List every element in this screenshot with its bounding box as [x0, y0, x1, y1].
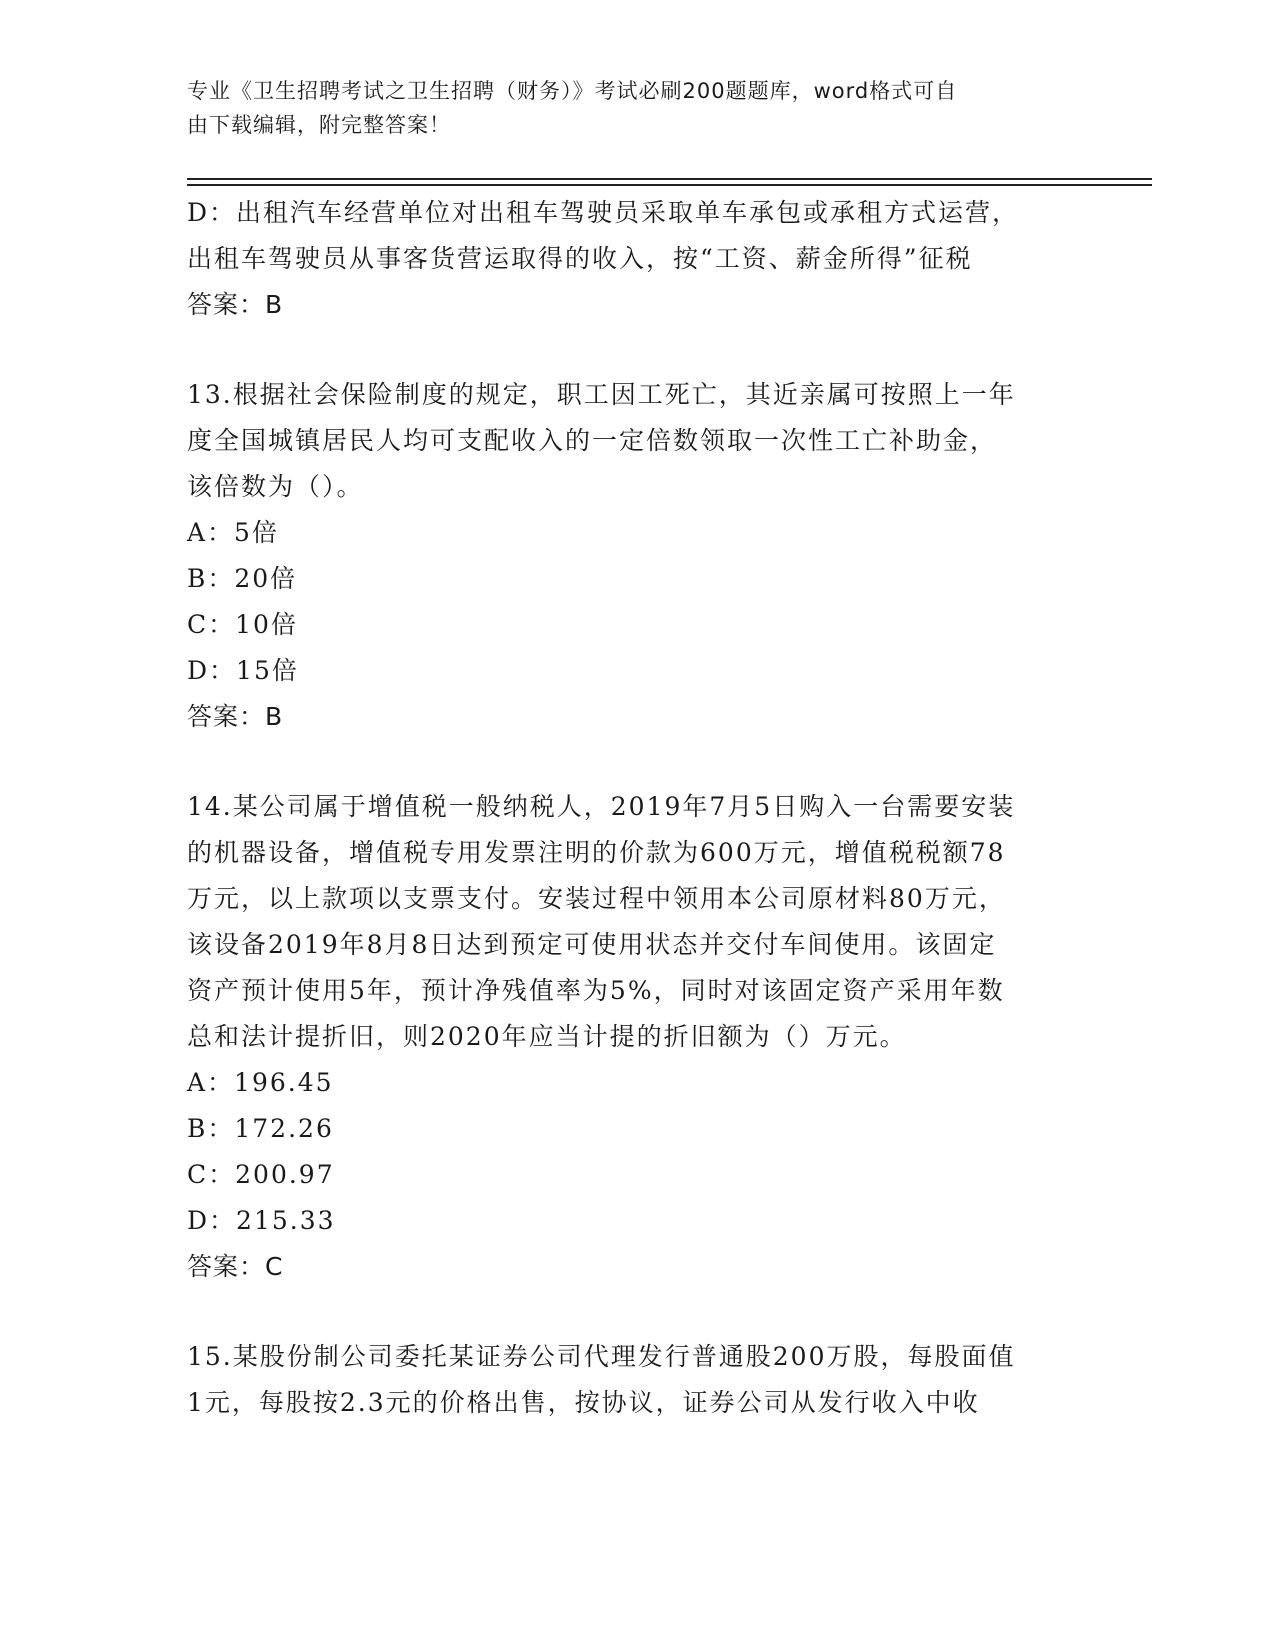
q14-option-d: D：215.33 — [187, 1206, 336, 1235]
document-body — [187, 190, 1087, 1426]
q13-answer: 答案：B — [187, 702, 284, 731]
document-header — [187, 74, 1067, 142]
q12-option-d-line-1: D：出租汽车经营单位对出租车驾驶员采取单车承包或承租方式运营， — [187, 198, 1020, 227]
question-12 — [187, 190, 1087, 328]
q14-stem-line-6: 总和法计提折旧，则2020年应当计提的折旧额为（）万元。 — [187, 1022, 907, 1051]
q12-answer: 答案：B — [187, 290, 284, 319]
q13-stem-line-1: 13.根据社会保险制度的规定，职工因工死亡，其近亲属可按照上一年 — [187, 380, 1016, 409]
q13-stem-line-3: 该倍数为（）。 — [187, 472, 364, 501]
q14-stem-line-2: 的机器设备，增值税专用发票注明的价款为600万元，增值税税额78 — [187, 838, 1006, 867]
header-divider-bottom — [187, 184, 1152, 186]
spacer — [187, 328, 1087, 372]
question-13 — [187, 372, 1087, 740]
q12-option-d-line-2: 出租车驾驶员从事客货营运取得的收入，按“工资、薪金所得”征税 — [187, 244, 973, 273]
q13-stem-line-2: 度全国城镇居民人均可支配收入的一定倍数领取一次性工亡补助金， — [187, 426, 998, 455]
q14-stem-line-1: 14.某公司属于增值税一般纳税人，2019年7月5日购入一台需要安装 — [187, 792, 1016, 821]
q13-option-d: D：15倍 — [187, 656, 299, 685]
header-line-1: 专业《卫生招聘考试之卫生招聘（财务）》考试必刷200题题库，word格式可自 — [187, 79, 958, 103]
q14-stem-line-3: 万元，以上款项以支票支付。安装过程中领用本公司原材料80万元， — [187, 884, 1006, 913]
q15-stem-line-2: 1元，每股按2.3元的价格出售，按协议，证券公司从发行收入中收 — [187, 1388, 980, 1417]
q15-stem-line-1: 15.某股份制公司委托某证券公司代理发行普通股200万股，每股面值 — [187, 1342, 1016, 1371]
header-line-2: 由下载编辑，附完整答案！ — [187, 113, 451, 137]
q14-stem-line-5: 资产预计使用5年，预计净残值率为5%，同时对该固定资产采用年数 — [187, 976, 1005, 1005]
spacer — [187, 1290, 1087, 1334]
header-divider-top — [187, 178, 1152, 180]
q13-option-b: B：20倍 — [187, 564, 298, 593]
q14-option-b: B：172.26 — [187, 1114, 334, 1143]
q14-option-a: A：196.45 — [187, 1068, 334, 1097]
q14-option-c: C：200.97 — [187, 1160, 335, 1189]
q14-answer: 答案：C — [187, 1252, 284, 1281]
q14-stem-line-4: 该设备2019年8月8日达到预定可使用状态并交付车间使用。该固定 — [187, 930, 997, 959]
q13-option-a: A：5倍 — [187, 518, 279, 547]
q13-option-c: C：10倍 — [187, 610, 298, 639]
spacer — [187, 740, 1087, 784]
question-14 — [187, 784, 1087, 1290]
question-15 — [187, 1334, 1087, 1426]
